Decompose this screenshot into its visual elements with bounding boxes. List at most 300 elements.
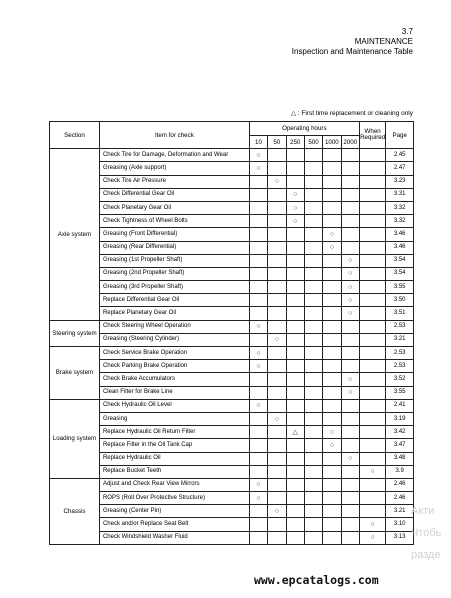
when-required-mark <box>359 241 386 254</box>
page-ref-cell: 3.48 <box>386 452 414 465</box>
interval-mark <box>341 492 359 505</box>
page-ref-cell: 2.53 <box>386 320 414 333</box>
interval-mark <box>268 307 286 320</box>
interval-mark: ○ <box>268 333 286 346</box>
table-row <box>50 320 414 333</box>
item-cell: Greasing <box>99 412 249 425</box>
item-cell: Check Hydraulic Oil Level <box>99 399 249 412</box>
interval-mark <box>268 162 286 175</box>
interval-mark <box>268 452 286 465</box>
page-ref-cell: 2.46 <box>386 492 414 505</box>
when-required-mark <box>359 452 386 465</box>
interval-mark <box>323 267 341 280</box>
table-row <box>50 175 414 188</box>
interval-mark <box>268 531 286 544</box>
table-row <box>50 267 414 280</box>
interval-mark <box>304 452 322 465</box>
interval-mark <box>341 439 359 452</box>
when-required-mark <box>359 281 386 294</box>
interval-mark <box>323 518 341 531</box>
legend-note: △ : First time replacement or cleaning only <box>290 110 413 117</box>
table-row <box>50 201 414 214</box>
table-row <box>50 465 414 478</box>
table-row <box>50 439 414 452</box>
interval-mark <box>286 518 304 531</box>
table-body <box>50 149 414 545</box>
interval-mark <box>341 412 359 425</box>
item-cell: Check Windshield Washer Fluid <box>99 531 249 544</box>
interval-mark <box>249 452 267 465</box>
page-ref-cell: 3.47 <box>386 439 414 452</box>
interval-mark <box>323 333 341 346</box>
interval-mark: ○ <box>249 149 267 162</box>
when-required-mark <box>359 373 386 386</box>
interval-mark: △ <box>286 426 304 439</box>
page-subtitle: Inspection and Maintenance Table <box>291 47 413 56</box>
interval-mark <box>286 399 304 412</box>
interval-mark: ○ <box>249 320 267 333</box>
interval-mark: ○ <box>268 175 286 188</box>
interval-mark <box>304 505 322 518</box>
interval-mark: ○ <box>249 360 267 373</box>
interval-mark <box>268 347 286 360</box>
item-cell: Clean Filter for Brake Line <box>99 386 249 399</box>
interval-mark <box>304 478 322 491</box>
when-required-mark <box>359 426 386 439</box>
when-required-mark: ○ <box>359 465 386 478</box>
interval-mark <box>249 518 267 531</box>
table-row <box>50 518 414 531</box>
interval-mark <box>304 188 322 201</box>
page-ref-cell: 3.32 <box>386 215 414 228</box>
item-cell: Check Differential Gear Oil <box>99 188 249 201</box>
when-required-mark <box>359 333 386 346</box>
interval-mark <box>286 149 304 162</box>
interval-mark <box>286 386 304 399</box>
when-required-mark <box>359 386 386 399</box>
table-row <box>50 347 414 360</box>
interval-mark: ○ <box>341 307 359 320</box>
interval-mark <box>304 201 322 214</box>
interval-mark <box>304 241 322 254</box>
page-ref-cell: 3.31 <box>386 188 414 201</box>
table-row <box>50 360 414 373</box>
when-required-mark <box>359 478 386 491</box>
interval-mark <box>323 386 341 399</box>
interval-mark <box>341 228 359 241</box>
page-ref-cell: 3.23 <box>386 175 414 188</box>
item-cell: Greasing (Axle support) <box>99 162 249 175</box>
page-ref-cell: 3.51 <box>386 307 414 320</box>
when-required-mark <box>359 412 386 425</box>
interval-mark <box>304 162 322 175</box>
interval-mark <box>268 241 286 254</box>
header-operating-hours: Operating hours <box>249 122 359 136</box>
interval-mark <box>323 478 341 491</box>
interval-mark <box>268 149 286 162</box>
page-ref-cell: 3.52 <box>386 373 414 386</box>
interval-mark <box>304 175 322 188</box>
section-cell: Chassis <box>50 478 100 544</box>
interval-mark: ○ <box>268 505 286 518</box>
table-row <box>50 386 414 399</box>
interval-mark: ○ <box>249 478 267 491</box>
interval-mark <box>341 478 359 491</box>
page-ref-cell: 3.54 <box>386 267 414 280</box>
interval-mark <box>268 188 286 201</box>
interval-mark <box>304 360 322 373</box>
hour-col-header: 500 <box>304 136 322 149</box>
interval-mark <box>286 294 304 307</box>
interval-mark <box>286 175 304 188</box>
page-ref-cell: 2.47 <box>386 162 414 175</box>
page-ref-cell: 3.21 <box>386 505 414 518</box>
page-header <box>292 27 413 57</box>
when-required-mark <box>359 320 386 333</box>
interval-mark <box>341 465 359 478</box>
interval-mark <box>286 228 304 241</box>
interval-mark <box>304 294 322 307</box>
interval-mark <box>341 149 359 162</box>
interval-mark: ○ <box>341 373 359 386</box>
item-cell: Check Tire Air Pressure <box>99 175 249 188</box>
table-row <box>50 307 414 320</box>
when-required-mark <box>359 162 386 175</box>
interval-mark <box>249 281 267 294</box>
table-row <box>50 228 414 241</box>
interval-mark <box>268 465 286 478</box>
watermark-line: разде <box>411 549 441 561</box>
interval-mark <box>268 201 286 214</box>
interval-mark <box>304 307 322 320</box>
interval-mark <box>249 294 267 307</box>
interval-mark <box>304 228 322 241</box>
item-cell: Greasing (2nd Propeller Shaft) <box>99 267 249 280</box>
item-cell: Check and/or Replace Seat Belt <box>99 518 249 531</box>
footer-website: www.epcatalogs.com <box>254 573 379 587</box>
page-ref-cell: 2.53 <box>386 347 414 360</box>
interval-mark <box>268 439 286 452</box>
page-ref-cell: 2.41 <box>386 399 414 412</box>
interval-mark <box>341 333 359 346</box>
interval-mark <box>341 162 359 175</box>
page-ref-cell: 2.45 <box>386 149 414 162</box>
when-required-mark <box>359 399 386 412</box>
interval-mark: ○ <box>341 281 359 294</box>
interval-mark <box>249 228 267 241</box>
interval-mark: ○ <box>323 241 341 254</box>
item-cell: Check Service Brake Operation <box>99 347 249 360</box>
interval-mark <box>323 531 341 544</box>
interval-mark <box>268 267 286 280</box>
table-row <box>50 373 414 386</box>
when-required-mark <box>359 254 386 267</box>
page-ref-cell: 2.46 <box>386 478 414 491</box>
watermark-line: Чтобь <box>411 527 442 539</box>
interval-mark: ○ <box>323 228 341 241</box>
interval-mark: ○ <box>249 162 267 175</box>
interval-mark <box>286 505 304 518</box>
watermark-line: Акти <box>411 505 435 517</box>
interval-mark: ○ <box>341 254 359 267</box>
interval-mark: ○ <box>286 215 304 228</box>
interval-mark: ○ <box>249 399 267 412</box>
page-ref-cell: 3.55 <box>386 386 414 399</box>
item-cell: Check Steering Wheel Operation <box>99 320 249 333</box>
hour-col-header: 1000 <box>323 136 341 149</box>
interval-mark <box>304 465 322 478</box>
interval-mark <box>286 478 304 491</box>
interval-mark <box>304 492 322 505</box>
table-row <box>50 188 414 201</box>
item-cell: Check Tire for Damage, Deformation and Wear <box>99 149 249 162</box>
interval-mark <box>249 531 267 544</box>
interval-mark <box>304 386 322 399</box>
page-ref-cell: 3.13 <box>386 531 414 544</box>
item-cell: Greasing (3rd Propeller Shaft) <box>99 281 249 294</box>
interval-mark <box>323 320 341 333</box>
interval-mark <box>249 307 267 320</box>
interval-mark <box>249 175 267 188</box>
table-row <box>50 215 414 228</box>
interval-mark <box>286 254 304 267</box>
interval-mark <box>286 333 304 346</box>
interval-mark <box>341 426 359 439</box>
when-required-mark <box>359 149 386 162</box>
item-cell: Replace Bucket Teeth <box>99 465 249 478</box>
item-cell: Replace Differential Gear Oil <box>99 294 249 307</box>
interval-mark <box>286 531 304 544</box>
interval-mark <box>249 254 267 267</box>
interval-mark: ○ <box>341 267 359 280</box>
interval-mark <box>268 518 286 531</box>
interval-mark <box>249 386 267 399</box>
interval-mark <box>341 347 359 360</box>
interval-mark <box>249 412 267 425</box>
table-row <box>50 254 414 267</box>
interval-mark <box>304 373 322 386</box>
table-row <box>50 162 414 175</box>
interval-mark <box>341 188 359 201</box>
interval-mark <box>268 215 286 228</box>
interval-mark <box>341 360 359 373</box>
interval-mark: ○ <box>341 452 359 465</box>
section-cell: Steering system <box>50 320 100 346</box>
table-row <box>50 281 414 294</box>
page-ref-cell: 3.46 <box>386 228 414 241</box>
interval-mark <box>341 505 359 518</box>
hour-col-header: 50 <box>268 136 286 149</box>
page-ref-cell: 3.10 <box>386 518 414 531</box>
interval-mark <box>286 465 304 478</box>
item-cell: Replace Hydraulic Oil Return Filter <box>99 426 249 439</box>
page-ref-cell: 3.50 <box>386 294 414 307</box>
table-row <box>50 452 414 465</box>
hour-col-header: 250 <box>286 136 304 149</box>
when-required-mark <box>359 294 386 307</box>
interval-mark <box>323 360 341 373</box>
interval-mark <box>323 201 341 214</box>
when-required-mark <box>359 307 386 320</box>
interval-mark <box>268 281 286 294</box>
interval-mark: ○ <box>249 492 267 505</box>
interval-mark <box>249 333 267 346</box>
when-required-mark <box>359 439 386 452</box>
page-ref-cell: 3.42 <box>386 426 414 439</box>
header-item: Item for check <box>99 122 249 149</box>
item-cell: Replace Filter in the Oil Tank Cap <box>99 439 249 452</box>
interval-mark <box>341 215 359 228</box>
interval-mark <box>286 267 304 280</box>
interval-mark <box>304 399 322 412</box>
interval-mark: ○ <box>323 426 341 439</box>
when-required-mark <box>359 505 386 518</box>
interval-mark: ○ <box>323 439 341 452</box>
interval-mark <box>249 439 267 452</box>
when-required-mark <box>359 267 386 280</box>
when-required-mark: ○ <box>359 518 386 531</box>
interval-mark <box>268 228 286 241</box>
interval-mark <box>304 254 322 267</box>
interval-mark <box>341 241 359 254</box>
interval-mark <box>341 201 359 214</box>
interval-mark <box>268 254 286 267</box>
when-required-mark <box>359 347 386 360</box>
when-required-mark <box>359 492 386 505</box>
interval-mark <box>249 215 267 228</box>
interval-mark <box>304 267 322 280</box>
interval-mark <box>249 267 267 280</box>
section-cell: Axle system <box>50 149 100 320</box>
interval-mark <box>304 333 322 346</box>
interval-mark <box>323 505 341 518</box>
header-section: Section <box>50 122 100 149</box>
interval-mark <box>268 294 286 307</box>
interval-mark <box>286 373 304 386</box>
interval-mark <box>268 320 286 333</box>
when-required-mark <box>359 215 386 228</box>
interval-mark <box>268 399 286 412</box>
interval-mark <box>286 307 304 320</box>
hour-col-header: 2000 <box>341 136 359 149</box>
interval-mark <box>286 412 304 425</box>
header-page: Page <box>386 122 414 149</box>
interval-mark <box>249 201 267 214</box>
interval-mark <box>304 149 322 162</box>
item-cell: Greasing (Rear Differential) <box>99 241 249 254</box>
interval-mark <box>323 465 341 478</box>
interval-mark <box>286 241 304 254</box>
interval-mark <box>304 281 322 294</box>
interval-mark <box>249 188 267 201</box>
interval-mark <box>286 347 304 360</box>
when-required-mark <box>359 188 386 201</box>
interval-mark: ○ <box>341 386 359 399</box>
page-ref-cell: 2.53 <box>386 360 414 373</box>
section-number: 3.7 <box>401 27 413 36</box>
interval-mark <box>249 505 267 518</box>
interval-mark <box>341 399 359 412</box>
item-cell: Check Brake Accumulators <box>99 373 249 386</box>
item-cell: Replace Planetary Gear Oil <box>99 307 249 320</box>
interval-mark <box>268 426 286 439</box>
interval-mark <box>286 162 304 175</box>
interval-mark <box>268 386 286 399</box>
interval-mark <box>268 478 286 491</box>
item-cell: Greasing (1st Propeller Shaft) <box>99 254 249 267</box>
page-ref-cell: 3.32 <box>386 201 414 214</box>
table-row <box>50 294 414 307</box>
page-ref-cell: 3.9 <box>386 465 414 478</box>
interval-mark <box>249 373 267 386</box>
page-ref-cell: 3.19 <box>386 412 414 425</box>
page-ref-cell: 3.21 <box>386 333 414 346</box>
section-cell: Brake system <box>50 347 100 400</box>
interval-mark <box>286 439 304 452</box>
item-cell: Replace Hydraulic Oil <box>99 452 249 465</box>
interval-mark <box>341 320 359 333</box>
item-cell: Check Tightness of Wheel Bolts <box>99 215 249 228</box>
table-row <box>50 426 414 439</box>
interval-mark <box>323 294 341 307</box>
header-when-required: When Required <box>359 122 386 149</box>
interval-mark <box>323 188 341 201</box>
interval-mark <box>286 360 304 373</box>
interval-mark <box>304 215 322 228</box>
interval-mark <box>323 492 341 505</box>
interval-mark <box>323 452 341 465</box>
interval-mark <box>304 439 322 452</box>
interval-mark <box>323 347 341 360</box>
interval-mark <box>286 281 304 294</box>
table-row <box>50 505 414 518</box>
when-required-mark <box>359 201 386 214</box>
interval-mark <box>323 399 341 412</box>
interval-mark <box>323 412 341 425</box>
interval-mark: ○ <box>286 188 304 201</box>
table-row <box>50 531 414 544</box>
interval-mark <box>286 492 304 505</box>
hour-col-header: 10 <box>249 136 267 149</box>
interval-mark <box>268 373 286 386</box>
item-cell: Adjust and Check Rear View Mirrors <box>99 478 249 491</box>
interval-mark <box>304 412 322 425</box>
interval-mark <box>341 175 359 188</box>
interval-mark: ○ <box>286 201 304 214</box>
interval-mark <box>304 347 322 360</box>
when-required-mark <box>359 175 386 188</box>
section-cell: Loading system <box>50 399 100 478</box>
table-row <box>50 399 414 412</box>
table-row <box>50 412 414 425</box>
interval-mark: ○ <box>341 294 359 307</box>
interval-mark <box>323 149 341 162</box>
interval-mark <box>304 320 322 333</box>
interval-mark <box>286 320 304 333</box>
interval-mark <box>323 254 341 267</box>
interval-mark: ○ <box>249 347 267 360</box>
interval-mark <box>304 518 322 531</box>
interval-mark <box>323 162 341 175</box>
table-row <box>50 492 414 505</box>
page-ref-cell: 3.54 <box>386 254 414 267</box>
item-cell: ROPS (Roll Over Protective Structure) <box>99 492 249 505</box>
item-cell: Greasing (Front Differential) <box>99 228 249 241</box>
interval-mark <box>323 281 341 294</box>
page-ref-cell: 3.55 <box>386 281 414 294</box>
table-row <box>50 333 414 346</box>
interval-mark <box>323 215 341 228</box>
